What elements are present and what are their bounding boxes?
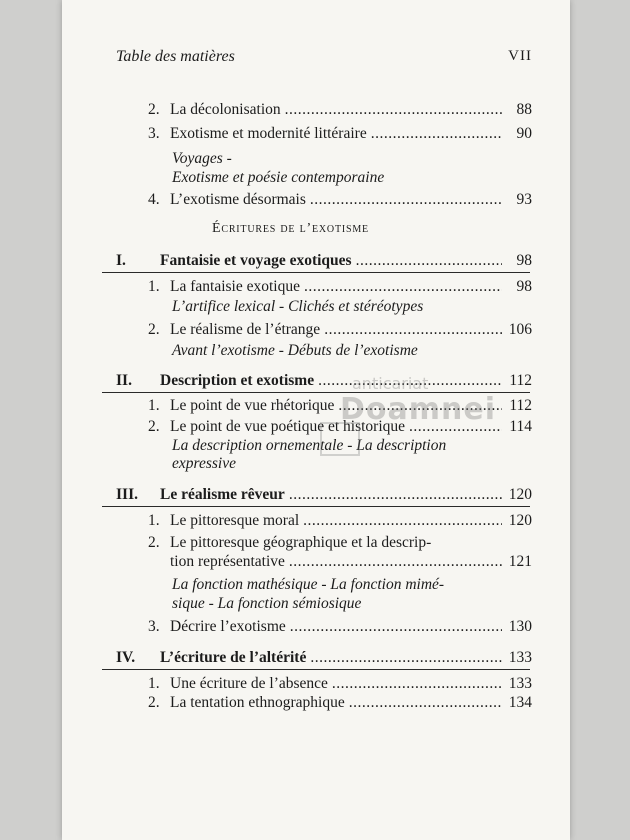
entry-number: 1. <box>148 278 160 295</box>
entry-number: 4. <box>148 191 160 208</box>
entry-page: 130 <box>508 618 532 635</box>
entry-page: 121 <box>508 553 532 570</box>
entry-page: 114 <box>509 418 532 435</box>
entry-subtitle: expressive <box>172 455 236 472</box>
toc-part <box>116 252 532 270</box>
dot-leader <box>332 675 502 693</box>
part-rule <box>102 272 530 273</box>
entry-page: 120 <box>508 512 532 529</box>
part-rule <box>102 506 530 507</box>
entry-page: 133 <box>508 675 532 692</box>
entry-number: 3. <box>148 618 160 635</box>
toc-entry <box>148 125 532 143</box>
toc-entry <box>148 512 532 530</box>
entry-page: 112 <box>509 397 532 414</box>
toc-entry-continued <box>170 553 532 571</box>
entry-number: 2. <box>148 534 160 551</box>
part-numeral: IV. <box>116 649 136 666</box>
part-rule <box>102 669 530 670</box>
toc-entry <box>148 101 532 119</box>
dot-leader <box>310 191 502 209</box>
toc-entry <box>148 191 532 209</box>
toc-entry <box>148 278 532 296</box>
part-numeral: I. <box>116 252 126 269</box>
entry-label: tion représentative <box>170 553 285 570</box>
entry-subtitle: La fonction mathésique - La fonction mimé- <box>172 576 445 593</box>
entry-page: 134 <box>508 694 532 711</box>
entry-label: Une écriture de l’absence <box>170 675 328 692</box>
dot-leader <box>349 694 502 712</box>
toc-entry <box>148 534 532 552</box>
part-label: L’écriture de l’altérité <box>160 649 307 666</box>
entry-number: 1. <box>148 675 160 692</box>
part-page: 120 <box>508 486 532 503</box>
entry-label: L’exotisme désormais <box>170 191 306 208</box>
section-heading: Écritures de l’exotisme <box>212 221 369 236</box>
entry-label: Le pittoresque géographique et la descrip- <box>170 534 432 551</box>
entry-number: 3. <box>148 125 160 142</box>
dot-leader <box>285 101 502 119</box>
running-title: Table des matières <box>116 48 235 65</box>
watermark-line1: anticariat <box>352 374 429 393</box>
entry-page: 98 <box>516 278 532 295</box>
toc-part <box>116 486 532 504</box>
dot-leader <box>310 649 502 667</box>
part-numeral: III. <box>116 486 138 503</box>
watermark-stamp <box>310 370 497 450</box>
dot-leader <box>324 321 502 339</box>
entry-subtitle: L’artifice lexical - Clichés et stéréotypes <box>172 298 424 315</box>
part-label: Fantaisie et voyage exotiques <box>160 252 352 269</box>
entry-label: Le pittoresque moral <box>170 512 300 529</box>
watermark-line2: Doamnei <box>340 392 497 427</box>
entry-number: 2. <box>148 418 160 435</box>
dot-leader <box>371 125 502 143</box>
entry-number: 2. <box>148 694 160 711</box>
toc-entry <box>148 321 532 339</box>
dot-leader <box>304 278 502 296</box>
part-label: Le réalisme rêveur <box>160 486 285 503</box>
entry-page: 90 <box>516 125 532 142</box>
entry-number: 2. <box>148 101 160 118</box>
watermark-book-icon <box>320 422 360 456</box>
entry-subtitle: Voyages - <box>172 150 232 167</box>
entry-page: 88 <box>516 101 532 118</box>
entry-subtitle: La description ornementale - La description <box>172 437 447 454</box>
entry-page: 93 <box>516 191 532 208</box>
dot-leader <box>356 252 502 270</box>
running-head <box>116 48 532 66</box>
part-page: 133 <box>508 649 532 666</box>
entry-subtitle: Avant l’exotisme - Débuts de l’exotisme <box>172 342 418 359</box>
toc-entry <box>148 675 532 693</box>
entry-number: 1. <box>148 397 160 414</box>
entry-label: Décrire l’exotisme <box>170 618 286 635</box>
dot-leader <box>290 618 502 636</box>
part-page: 112 <box>509 372 532 389</box>
dot-leader <box>303 512 502 530</box>
entry-label: Le point de vue poétique et historique <box>170 418 406 435</box>
entry-label: La fantaisie exotique <box>170 278 300 295</box>
part-label: Description et exotisme <box>160 372 315 389</box>
dot-leader <box>289 486 502 504</box>
entry-page: 106 <box>508 321 532 338</box>
page-folio: VII <box>508 48 532 64</box>
entry-label: Le point de vue rhétorique <box>170 397 335 414</box>
book-page <box>62 0 570 840</box>
entry-label: La tentation ethnographique <box>170 694 345 711</box>
toc-part <box>116 649 532 667</box>
part-page: 98 <box>516 252 532 269</box>
entry-number: 1. <box>148 512 160 529</box>
entry-label: Exotisme et modernité littéraire <box>170 125 367 142</box>
entry-number: 2. <box>148 321 160 338</box>
dot-leader <box>289 553 502 571</box>
entry-subtitle: sique - La fonction sémiosique <box>172 595 362 612</box>
toc-entry <box>148 618 532 636</box>
toc-entry <box>148 694 532 712</box>
part-numeral: II. <box>116 372 132 389</box>
entry-label: La décolonisation <box>170 101 281 118</box>
entry-label: Le réalisme de l’étrange <box>170 321 321 338</box>
entry-subtitle: Exotisme et poésie contemporaine <box>172 169 385 186</box>
